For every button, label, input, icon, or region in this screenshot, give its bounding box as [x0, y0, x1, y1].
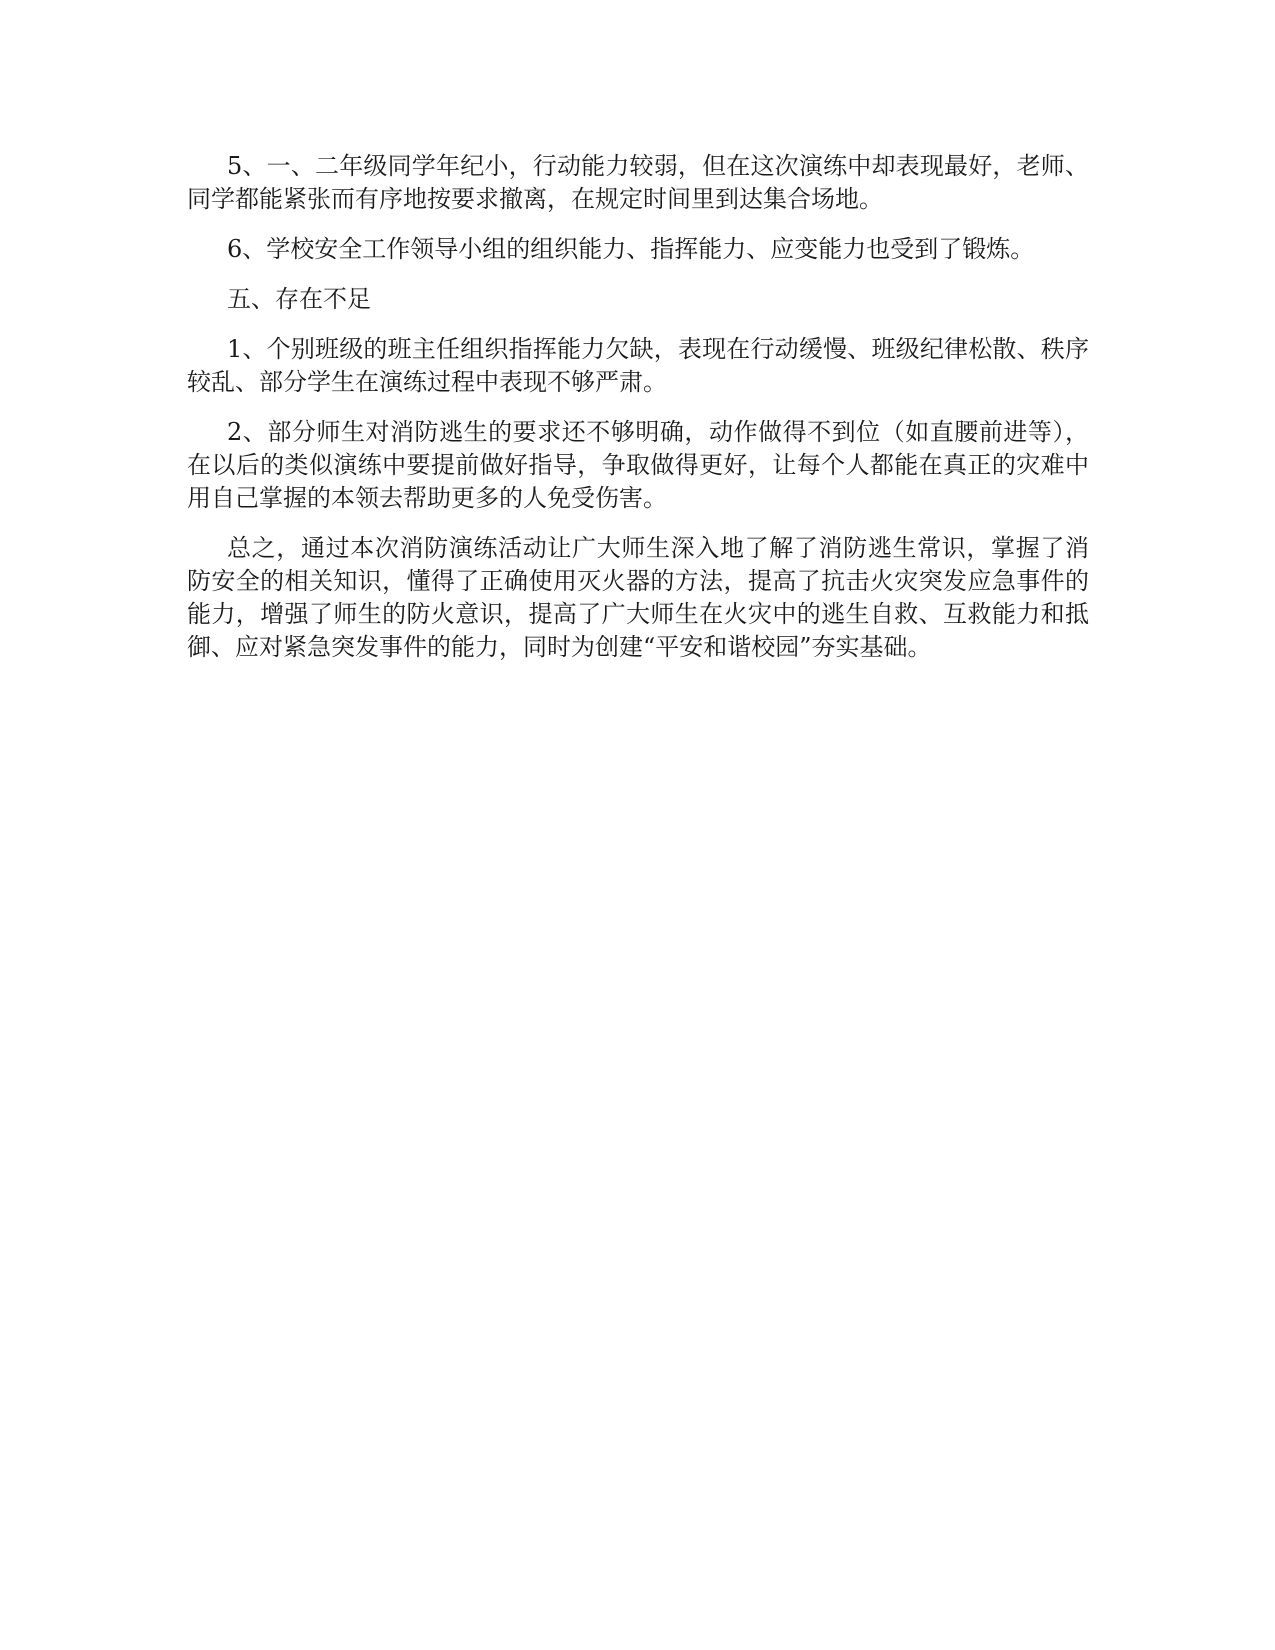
section-heading-shortcomings: 五、存在不足	[227, 285, 371, 313]
paragraph-conclusion: 总之，通过本次消防演练活动让广大师生深入地了解了消防逃生常识，掌握了消防安全的相关知识，懂得了正确使用灭火器的方法，提高了抗击火灾突发应急事件的能力，增强了师生的防火意识，提高了广大师生在火灾中的逃生自救、互救能力和抵御、应对紧急突发事件的能力，同时为创建“平安和谐校园”夯实基础。	[187, 534, 1089, 661]
paragraph-shortcoming-2: 2、部分师生对消防逃生的要求还不够明确，动作做得不到位（如直腰前进等），在以后的类似演练中要提前做好指导，争取做得更好，让每个人都能在真正的灾难中用自己掌握的本领去帮助更多的人免受伤害。	[187, 418, 1089, 512]
document-body	[187, 150, 1089, 681]
paragraph-item-6: 6、学校安全工作领导小组的组织能力、指挥能力、应变能力也受到了锻炼。	[227, 235, 1035, 263]
paragraph-shortcoming-1: 1、个别班级的班主任组织指挥能力欠缺，表现在行动缓慢、班级纪律松散、秩序较乱、部分学生在演练过程中表现不够严肃。	[187, 335, 1089, 396]
paragraph-item-5: 5、一、二年级同学年纪小，行动能力较弱，但在这次演练中却表现最好，老师、同学都能紧张而有序地按要求撤离，在规定时间里到达集合场地。	[187, 152, 1089, 213]
